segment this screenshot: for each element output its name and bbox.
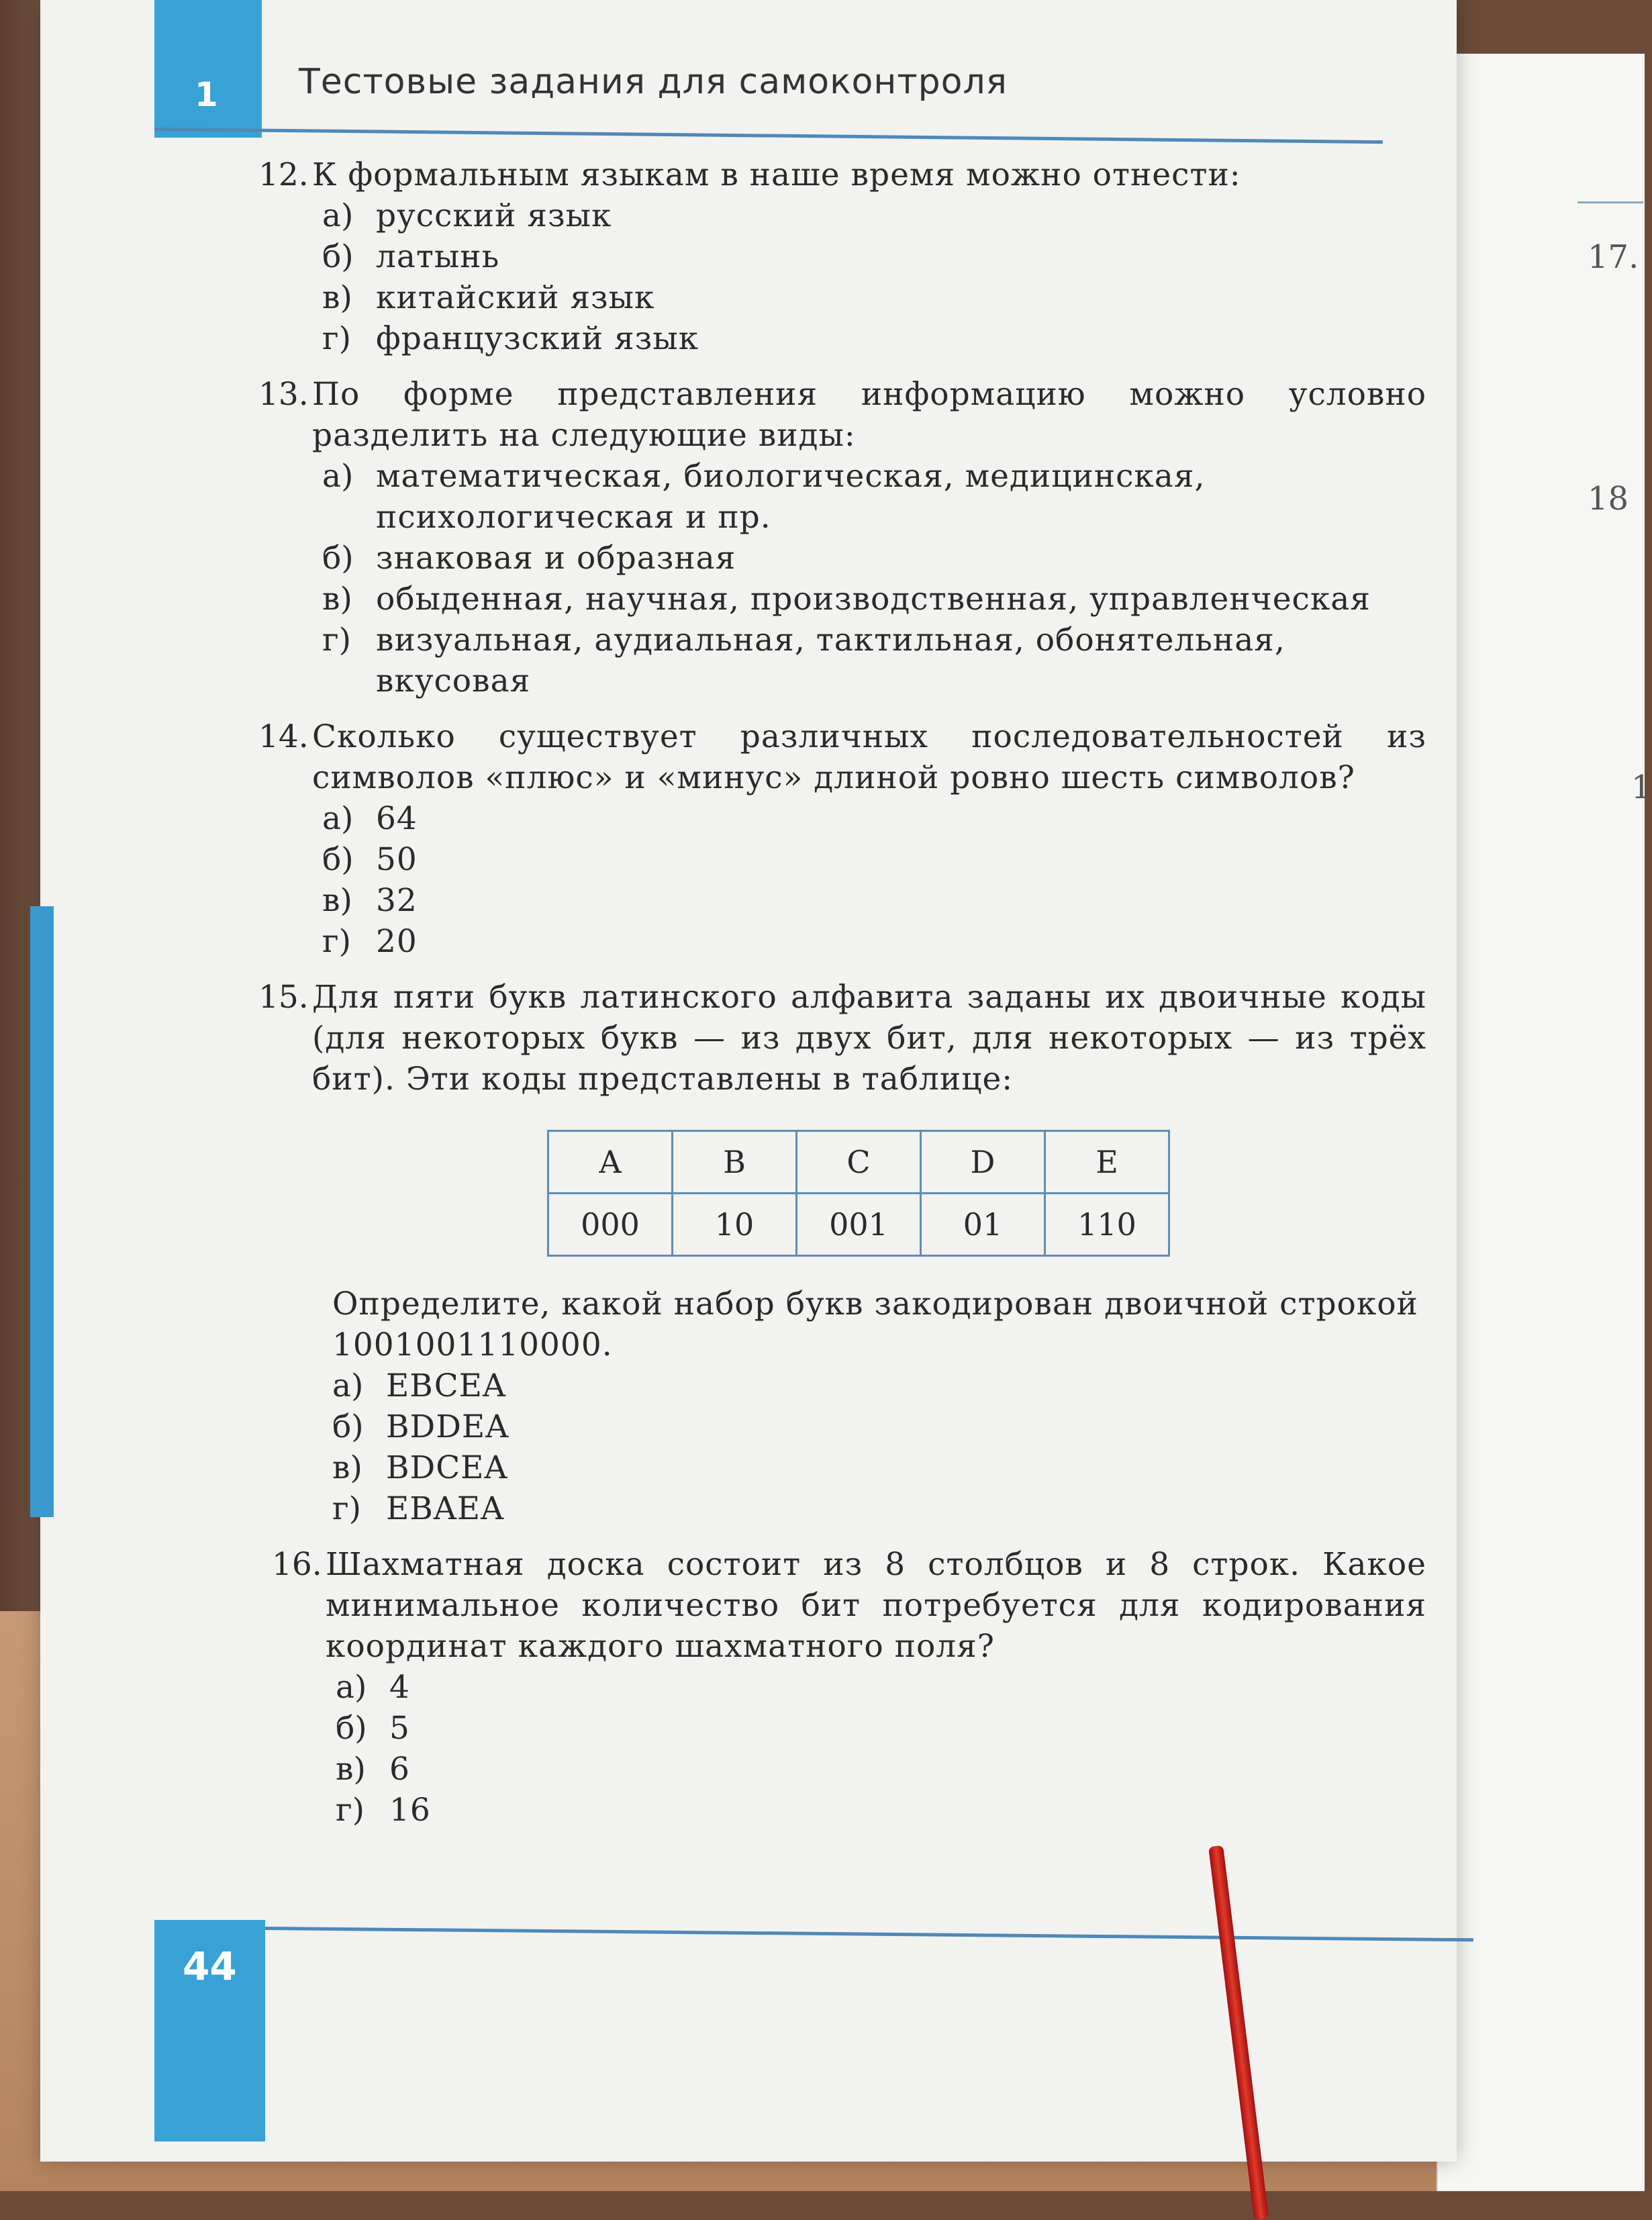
answer-text: BDCEA: [386, 1449, 508, 1486]
answer-option: [332, 1447, 1426, 1488]
answer-letter: г): [322, 622, 351, 659]
answer-text: 20: [376, 923, 418, 960]
answer-option: [336, 1667, 1426, 1708]
question-16: [258, 1544, 1426, 1831]
question-14: [258, 716, 1426, 962]
answer-option: [322, 456, 1426, 538]
question-12: [258, 154, 1426, 359]
answer-letter: б): [322, 238, 354, 275]
answer-option: [322, 921, 1426, 962]
answer-letter: г): [322, 923, 351, 960]
table-cell-letter: B: [673, 1131, 797, 1194]
chapter-tab: [154, 0, 262, 138]
answer-letter: а): [322, 800, 354, 837]
question-15: [258, 977, 1426, 1529]
answer-option: [336, 1749, 1426, 1790]
right-page: [1437, 54, 1645, 2191]
question-text: Для пяти букв латинского алфавита заданы их двоичные коды (для некоторых букв — из двух бит, для некоторых — из трёх бит). Эти коды представлены в таблице:: [312, 979, 1426, 1098]
answer-text: 64: [376, 800, 418, 837]
table-cell-code: 01: [921, 1194, 1045, 1256]
question-number: 16.: [272, 1546, 322, 1583]
answer-option: [322, 798, 1426, 839]
question-text: Сколько существует различных последовательностей из символов «плюс» и «минус» длиной ровно шесть символов?: [312, 718, 1426, 796]
answer-option: [322, 880, 1426, 921]
answer-letter: а): [322, 458, 354, 495]
table-cell-code: 110: [1045, 1194, 1169, 1256]
question-text: По форме представления информацию можно условно разделить на следующие виды:: [312, 376, 1426, 454]
answer-text: 5: [389, 1710, 410, 1747]
answer-text: латынь: [376, 238, 500, 275]
answer-option: [322, 620, 1426, 702]
answer-letter: г): [336, 1792, 365, 1829]
answer-text: 16: [389, 1792, 431, 1829]
answer-text: EBAEA: [386, 1490, 505, 1527]
answer-text: 6: [389, 1751, 410, 1788]
answer-letter: г): [322, 320, 351, 357]
answer-letter: в): [322, 882, 352, 919]
running-title: Тестовые задания для самоконтроля: [299, 62, 1008, 102]
question-number: 15.: [258, 979, 309, 1016]
answer-text: 4: [389, 1669, 410, 1706]
question-subtext: Определите, какой набор букв закодирован двоичной строкой 1001001110000.: [332, 1286, 1418, 1363]
answer-letter: в): [322, 279, 352, 316]
binary-codes-table: [547, 1130, 1170, 1257]
answer-letter: а): [322, 197, 354, 234]
answer-option: [322, 538, 1426, 579]
questions-content: [258, 154, 1426, 1845]
answer-option: [322, 236, 1426, 277]
table-cell-letter: C: [797, 1131, 921, 1194]
answer-text: математическая, биологическая, медицинская, психологическая и пр.: [376, 458, 1206, 536]
answer-option: [322, 839, 1426, 880]
question-text: К формальным языкам в наше время можно отнести:: [312, 156, 1241, 193]
answer-option: [332, 1488, 1426, 1529]
right-page-number: 18: [1588, 480, 1629, 518]
answer-text: знаковая и образная: [376, 540, 736, 577]
answer-option: [336, 1790, 1426, 1831]
answer-option: [322, 579, 1426, 620]
chapter-number: 1: [195, 75, 218, 114]
answer-letter: б): [336, 1710, 367, 1747]
question-number: 14.: [258, 718, 309, 755]
answer-option: [336, 1708, 1426, 1749]
answer-text: визуальная, аудиальная, тактильная, обонятельная, вкусовая: [376, 622, 1285, 699]
question-number: 12.: [258, 156, 309, 193]
answer-letter: б): [332, 1408, 364, 1445]
table-cell-code: 000: [548, 1194, 673, 1256]
right-page-number: 1: [1631, 769, 1652, 806]
table-cell-letter: E: [1045, 1131, 1169, 1194]
answer-letter: в): [336, 1751, 366, 1788]
question-13: [258, 374, 1426, 702]
answer-letter: в): [322, 581, 352, 618]
answer-text: 32: [376, 882, 418, 919]
answer-letter: б): [322, 540, 354, 577]
answer-text: 50: [376, 841, 418, 878]
table-cell-code: 001: [797, 1194, 921, 1256]
side-color-strip: [30, 906, 54, 1517]
right-page-rule: [1577, 201, 1643, 203]
answer-text: французский язык: [376, 320, 699, 357]
answer-option: [322, 277, 1426, 318]
right-page-number: 17.: [1588, 238, 1639, 276]
answer-option: [332, 1406, 1426, 1447]
answer-text: китайский язык: [376, 279, 655, 316]
answer-letter: б): [322, 841, 354, 878]
answer-option: [322, 318, 1426, 359]
answer-text: обыденная, научная, производственная, управленческая: [376, 581, 1371, 618]
page-number: 44: [183, 1943, 237, 1989]
answer-letter: г): [332, 1490, 361, 1527]
table-cell-code: 10: [673, 1194, 797, 1256]
table-row: [548, 1131, 1169, 1194]
table-cell-letter: A: [548, 1131, 673, 1194]
table-row: [548, 1194, 1169, 1256]
question-number: 13.: [258, 376, 309, 413]
table-cell-letter: D: [921, 1131, 1045, 1194]
answer-text: EBCEA: [386, 1367, 506, 1404]
answer-text: BDDEA: [386, 1408, 509, 1445]
answer-option: [332, 1365, 1426, 1406]
answer-letter: в): [332, 1449, 362, 1486]
answer-letter: а): [332, 1367, 364, 1404]
answer-letter: а): [336, 1669, 367, 1706]
answer-option: [322, 195, 1426, 236]
question-text: Шахматная доска состоит из 8 столбцов и 8 строк. Какое минимальное количество бит потребуется для кодирования координат каждого шахматного поля?: [326, 1546, 1426, 1665]
answer-text: русский язык: [376, 197, 612, 234]
